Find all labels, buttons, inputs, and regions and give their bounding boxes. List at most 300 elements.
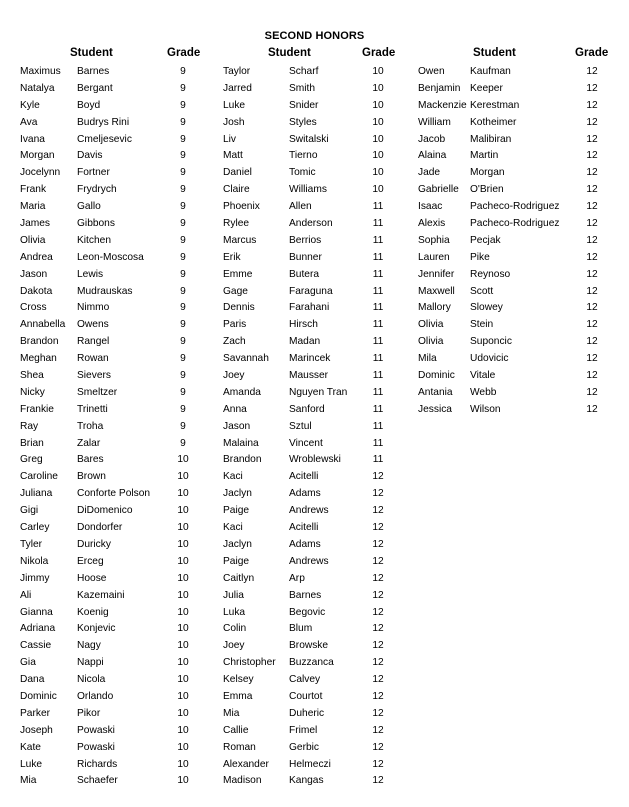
first-name: Marcus xyxy=(223,234,257,246)
last-name: Malibiran xyxy=(470,133,512,145)
last-name: Rowan xyxy=(77,353,109,365)
first-name: Joey xyxy=(223,370,245,382)
last-name: Begovic xyxy=(289,606,326,618)
last-name: Butera xyxy=(289,268,320,280)
first-name: Amanda xyxy=(223,386,261,398)
grade-value: 12 xyxy=(372,505,384,517)
first-name: Matt xyxy=(223,150,243,162)
grade-value: 12 xyxy=(586,403,598,415)
grade-value: 12 xyxy=(372,538,384,550)
grade-value: 12 xyxy=(372,640,384,652)
grade-value: 10 xyxy=(177,640,189,652)
grade-value: 9 xyxy=(180,99,186,111)
first-name: Brandon xyxy=(20,336,59,348)
grade-value: 10 xyxy=(372,116,384,128)
last-name: Conforte Polson xyxy=(77,488,151,500)
last-name: Zalar xyxy=(77,437,101,449)
grade-value: 12 xyxy=(586,99,598,111)
last-name: Courtot xyxy=(289,690,323,702)
last-name: Faraguna xyxy=(289,285,333,297)
last-name: Martin xyxy=(470,150,499,162)
grade-value: 11 xyxy=(372,386,384,398)
first-name: Meghan xyxy=(20,353,57,365)
grade-value: 10 xyxy=(177,606,189,618)
last-name: Duheric xyxy=(289,707,325,719)
last-name: Rangel xyxy=(77,336,110,348)
last-name: Anderson xyxy=(289,218,333,230)
last-name: Browske xyxy=(289,640,329,652)
last-name: Nguyen Tran xyxy=(289,386,348,398)
grade-value: 10 xyxy=(177,488,189,500)
first-name: Jacob xyxy=(418,133,446,145)
first-name: Jade xyxy=(418,167,441,179)
first-name: Colin xyxy=(223,623,247,635)
last-name: Sanford xyxy=(289,403,325,415)
grade-value: 10 xyxy=(372,184,384,196)
grade-value: 12 xyxy=(372,741,384,753)
first-name: Jarred xyxy=(223,82,252,94)
first-name: Shea xyxy=(20,370,44,382)
first-name: Ali xyxy=(20,589,32,601)
grade-value: 10 xyxy=(177,724,189,736)
last-name: Budrys Rini xyxy=(77,116,130,128)
last-name: Nagy xyxy=(77,640,101,652)
grade-value: 12 xyxy=(372,471,384,483)
last-name: Kazemaini xyxy=(77,589,125,601)
grade-value: 12 xyxy=(586,66,598,77)
grade-value: 11 xyxy=(372,319,384,331)
last-name: Gerbic xyxy=(289,741,320,753)
first-name: Antania xyxy=(418,386,453,398)
last-name: Slowey xyxy=(470,302,503,314)
first-name: Madison xyxy=(223,775,262,787)
first-name: Joey xyxy=(223,640,245,652)
grade-value: 12 xyxy=(586,184,598,196)
first-name: Ava xyxy=(20,116,38,128)
first-name: Maria xyxy=(20,201,46,213)
first-name: Carley xyxy=(20,522,50,534)
last-name: Kangas xyxy=(289,775,324,787)
last-name: Marincek xyxy=(289,353,331,365)
first-name: Kaci xyxy=(223,522,243,534)
grade-value: 12 xyxy=(372,555,384,567)
first-name: Olivia xyxy=(20,234,46,246)
grade-value: 10 xyxy=(372,167,384,179)
grade-value: 12 xyxy=(586,150,598,162)
first-name: Julia xyxy=(223,589,244,601)
last-name: Acitelli xyxy=(289,471,319,483)
first-name: Dana xyxy=(20,674,45,686)
grade-value: 9 xyxy=(180,268,186,280)
grade-value: 12 xyxy=(586,353,598,365)
grade-value: 12 xyxy=(372,657,384,669)
first-name: Nikola xyxy=(20,555,49,567)
last-name: Pecjak xyxy=(470,234,501,246)
first-name: Zach xyxy=(223,336,246,348)
last-name: Berrios xyxy=(289,234,322,246)
grade-value: 10 xyxy=(177,589,189,601)
first-name: Mila xyxy=(418,353,437,365)
first-name: William xyxy=(418,116,451,128)
last-name: Adams xyxy=(289,538,321,550)
last-name: Andrews xyxy=(289,555,329,567)
first-name: Kyle xyxy=(20,99,40,111)
last-name: Tierno xyxy=(289,150,318,162)
first-name: Savannah xyxy=(223,353,269,365)
last-name: Stein xyxy=(470,319,494,331)
grade-value: 9 xyxy=(180,150,186,162)
first-name: Dakota xyxy=(20,285,53,297)
first-name: Mackenzie xyxy=(418,99,467,111)
grade-value: 10 xyxy=(372,133,384,145)
first-name: Parker xyxy=(20,707,51,719)
last-name: Nicola xyxy=(77,674,106,686)
grade-value: 12 xyxy=(372,606,384,618)
grade-value: 12 xyxy=(586,234,598,246)
last-name: Bunner xyxy=(289,251,322,263)
first-name: Mia xyxy=(223,707,240,719)
first-name: Maxwell xyxy=(418,285,455,297)
first-name: Mallory xyxy=(418,302,451,314)
last-name: Cmeljesevic xyxy=(77,133,132,145)
last-name: Koenig xyxy=(77,606,109,618)
first-name: Jaclyn xyxy=(223,538,252,550)
first-name: Paige xyxy=(223,505,250,517)
last-name: Frydrych xyxy=(77,184,117,196)
last-name: Richards xyxy=(77,758,118,770)
grade-value: 12 xyxy=(586,133,598,145)
grade-value: 11 xyxy=(372,403,384,415)
first-name: Rylee xyxy=(223,218,250,230)
last-name: Sievers xyxy=(77,370,111,382)
grade-value: 9 xyxy=(180,251,186,263)
last-name: Erceg xyxy=(77,555,104,567)
grade-value: 10 xyxy=(177,741,189,753)
last-name: Leon-Moscosa xyxy=(77,251,144,263)
first-name: Caroline xyxy=(20,471,58,483)
first-name: Ray xyxy=(20,420,39,432)
first-name: Olivia xyxy=(418,319,444,331)
first-name: Owen xyxy=(418,66,445,77)
first-name: Greg xyxy=(20,454,43,466)
grade-value: 10 xyxy=(177,707,189,719)
first-name: Juliana xyxy=(20,488,53,500)
last-name: Pike xyxy=(470,251,490,263)
first-name: Emme xyxy=(223,268,253,280)
last-name: Barnes xyxy=(77,66,110,77)
first-name: Emma xyxy=(223,690,253,702)
student-header: Student xyxy=(473,47,516,59)
grade-value: 9 xyxy=(180,234,186,246)
first-name: Caitlyn xyxy=(223,572,255,584)
last-name: Hirsch xyxy=(289,319,318,331)
grade-value: 12 xyxy=(586,82,598,94)
grade-value: 9 xyxy=(180,133,186,145)
grade-value: 9 xyxy=(180,437,186,449)
first-name: Taylor xyxy=(223,66,251,77)
first-name: Luke xyxy=(20,758,43,770)
first-name: Kate xyxy=(20,741,41,753)
grade-value: 10 xyxy=(177,538,189,550)
last-name: Vitale xyxy=(470,370,496,382)
last-name: Switalski xyxy=(289,133,329,145)
grade-value: 12 xyxy=(586,302,598,314)
first-name: Gia xyxy=(20,657,36,669)
last-name: Gallo xyxy=(77,201,101,213)
last-name: Snider xyxy=(289,99,319,111)
grade-value: 12 xyxy=(372,690,384,702)
first-name: Daniel xyxy=(223,167,252,179)
last-name: Farahani xyxy=(289,302,330,314)
grade-value: 11 xyxy=(372,201,384,213)
grade-value: 12 xyxy=(586,201,598,213)
first-name: Jocelynn xyxy=(20,167,61,179)
grade-value: 10 xyxy=(177,572,189,584)
first-name: Alexis xyxy=(418,218,446,230)
grade-value: 9 xyxy=(180,420,186,432)
last-name: Dondorfer xyxy=(77,522,123,534)
student-header: Student xyxy=(268,47,311,59)
grade-value: 9 xyxy=(180,319,186,331)
last-name: Bergant xyxy=(77,82,113,94)
first-name: Liv xyxy=(223,133,237,145)
last-name: Duricky xyxy=(77,538,111,550)
grade-value: 12 xyxy=(372,623,384,635)
grade-value: 12 xyxy=(372,707,384,719)
last-name: Acitelli xyxy=(289,522,319,534)
grade-value: 9 xyxy=(180,82,186,94)
grade-value: 11 xyxy=(372,268,384,280)
last-name: Reynoso xyxy=(470,268,511,280)
first-name: Mia xyxy=(20,775,37,787)
first-name: James xyxy=(20,218,51,230)
grade-value: 11 xyxy=(372,285,384,297)
last-name: Nappi xyxy=(77,657,104,669)
first-name: Josh xyxy=(223,116,245,128)
first-name: Paris xyxy=(223,319,247,331)
grade-value: 11 xyxy=(372,454,384,466)
first-name: Cross xyxy=(20,302,47,314)
first-name: Jimmy xyxy=(20,572,50,584)
last-name: Pikor xyxy=(77,707,101,719)
last-name: Hoose xyxy=(77,572,107,584)
last-name: Adams xyxy=(289,488,321,500)
grade-value: 10 xyxy=(177,690,189,702)
first-name: Brandon xyxy=(223,454,262,466)
first-name: Paige xyxy=(223,555,250,567)
last-name: Boyd xyxy=(77,99,101,111)
grade-value: 12 xyxy=(586,218,598,230)
last-name: Webb xyxy=(470,386,497,398)
first-name: Jason xyxy=(223,420,251,432)
grade-value: 12 xyxy=(586,116,598,128)
grade-value: 12 xyxy=(372,572,384,584)
first-name: Luka xyxy=(223,606,246,618)
last-name: Wilson xyxy=(470,403,501,415)
last-name: Frimel xyxy=(289,724,318,736)
first-name: Joseph xyxy=(20,724,53,736)
last-name: Smeltzer xyxy=(77,386,118,398)
first-name: Brian xyxy=(20,437,44,449)
grade-value: 9 xyxy=(180,218,186,230)
last-name: Andrews xyxy=(289,505,329,517)
last-name: Schaefer xyxy=(77,775,118,787)
grade-value: 10 xyxy=(177,555,189,567)
first-name: Christopher xyxy=(223,657,276,669)
last-name: Orlando xyxy=(77,690,114,702)
last-name: Kotheimer xyxy=(470,116,517,128)
last-name: Gibbons xyxy=(77,218,115,230)
first-name: Malaina xyxy=(223,437,259,449)
last-name: O'Brien xyxy=(470,184,504,196)
last-name: Powaski xyxy=(77,724,115,736)
grade-value: 9 xyxy=(180,285,186,297)
grade-header: Grade xyxy=(362,47,396,59)
grade-value: 12 xyxy=(372,758,384,770)
last-name: Kerestman xyxy=(470,99,520,111)
grade-value: 9 xyxy=(180,302,186,314)
first-name: Dominic xyxy=(418,370,455,382)
grade-value: 10 xyxy=(177,674,189,686)
last-name: Trinetti xyxy=(77,403,108,415)
grade-value: 12 xyxy=(586,386,598,398)
grade-value: 10 xyxy=(372,150,384,162)
first-name: Nicky xyxy=(20,386,45,398)
last-name: Arp xyxy=(289,572,305,584)
grade-value: 9 xyxy=(180,353,186,365)
first-name: Lauren xyxy=(418,251,450,263)
last-name: Pacheco-Rodriguez xyxy=(470,201,560,213)
first-name: Anna xyxy=(223,403,247,415)
last-name: Styles xyxy=(289,116,317,128)
last-name: Sztul xyxy=(289,420,312,432)
first-name: Gabrielle xyxy=(418,184,459,196)
first-name: Kelsey xyxy=(223,674,254,686)
first-name: Jason xyxy=(20,268,48,280)
last-name: Smith xyxy=(289,82,316,94)
last-name: Pacheco-Rodriguez xyxy=(470,218,560,230)
first-name: Frankie xyxy=(20,403,54,415)
grade-value: 9 xyxy=(180,370,186,382)
grade-value: 11 xyxy=(372,370,384,382)
grade-value: 11 xyxy=(372,437,384,449)
first-name: Alexander xyxy=(223,758,269,770)
grade-value: 10 xyxy=(372,66,384,77)
first-name: Sophia xyxy=(418,234,450,246)
grade-value: 10 xyxy=(177,471,189,483)
last-name: Tomic xyxy=(289,167,316,179)
last-name: Bares xyxy=(77,454,104,466)
last-name: Konjevic xyxy=(77,623,116,635)
first-name: Maximus xyxy=(20,66,61,77)
grade-value: 12 xyxy=(372,674,384,686)
last-name: DiDomenico xyxy=(77,505,133,517)
last-name: Lewis xyxy=(77,268,104,280)
first-name: Cassie xyxy=(20,640,52,652)
grade-value: 11 xyxy=(372,218,384,230)
grade-value: 12 xyxy=(586,251,598,263)
first-name: Gigi xyxy=(20,505,39,517)
last-name: Calvey xyxy=(289,674,321,686)
first-name: Roman xyxy=(223,741,256,753)
page-title: SECOND HONORS xyxy=(264,30,365,42)
student-header: Student xyxy=(70,47,113,59)
grade-header: Grade xyxy=(575,47,609,59)
last-name: Morgan xyxy=(470,167,505,179)
grade-value: 10 xyxy=(177,522,189,534)
grade-value: 11 xyxy=(372,336,384,348)
grade-header: Grade xyxy=(167,47,201,59)
grade-value: 9 xyxy=(180,184,186,196)
grade-value: 10 xyxy=(177,454,189,466)
grade-value: 12 xyxy=(372,775,384,787)
first-name: Isaac xyxy=(418,201,443,213)
grade-value: 12 xyxy=(586,285,598,297)
grade-value: 9 xyxy=(180,116,186,128)
grade-value: 11 xyxy=(372,420,384,432)
grade-value: 11 xyxy=(372,234,384,246)
grade-value: 12 xyxy=(586,167,598,179)
last-name: Davis xyxy=(77,150,103,162)
last-name: Nimmo xyxy=(77,302,110,314)
last-name: Brown xyxy=(77,471,106,483)
grade-value: 9 xyxy=(180,336,186,348)
first-name: Kaci xyxy=(223,471,243,483)
first-name: Claire xyxy=(223,184,250,196)
last-name: Kitchen xyxy=(77,234,111,246)
last-name: Barnes xyxy=(289,589,322,601)
grade-value: 12 xyxy=(586,336,598,348)
first-name: Frank xyxy=(20,184,47,196)
last-name: Kaufman xyxy=(470,66,511,77)
grade-value: 12 xyxy=(372,522,384,534)
last-name: Wroblewski xyxy=(289,454,341,466)
first-name: Luke xyxy=(223,99,246,111)
first-name: Jessica xyxy=(418,403,452,415)
grade-value: 9 xyxy=(180,167,186,179)
first-name: Gage xyxy=(223,285,248,297)
grade-value: 9 xyxy=(180,403,186,415)
last-name: Blum xyxy=(289,623,313,635)
last-name: Troha xyxy=(77,420,104,432)
grade-value: 11 xyxy=(372,251,384,263)
first-name: Gianna xyxy=(20,606,53,618)
first-name: Phoenix xyxy=(223,201,260,213)
first-name: Morgan xyxy=(20,150,55,162)
last-name: Helmeczi xyxy=(289,758,331,770)
last-name: Scharf xyxy=(289,66,319,77)
grade-value: 12 xyxy=(586,319,598,331)
first-name: Dennis xyxy=(223,302,255,314)
grade-value: 10 xyxy=(177,623,189,635)
first-name: Tyler xyxy=(20,538,43,550)
grade-value: 12 xyxy=(372,589,384,601)
last-name: Powaski xyxy=(77,741,115,753)
last-name: Keeper xyxy=(470,82,503,94)
first-name: Jaclyn xyxy=(223,488,252,500)
grade-value: 12 xyxy=(586,268,598,280)
last-name: Madan xyxy=(289,336,321,348)
last-name: Vincent xyxy=(289,437,323,449)
grade-value: 12 xyxy=(372,488,384,500)
grade-value: 9 xyxy=(180,66,186,77)
grade-value: 11 xyxy=(372,353,384,365)
first-name: Olivia xyxy=(418,336,444,348)
first-name: Natalya xyxy=(20,82,55,94)
first-name: Andrea xyxy=(20,251,53,263)
first-name: Callie xyxy=(223,724,249,736)
last-name: Mausser xyxy=(289,370,329,382)
